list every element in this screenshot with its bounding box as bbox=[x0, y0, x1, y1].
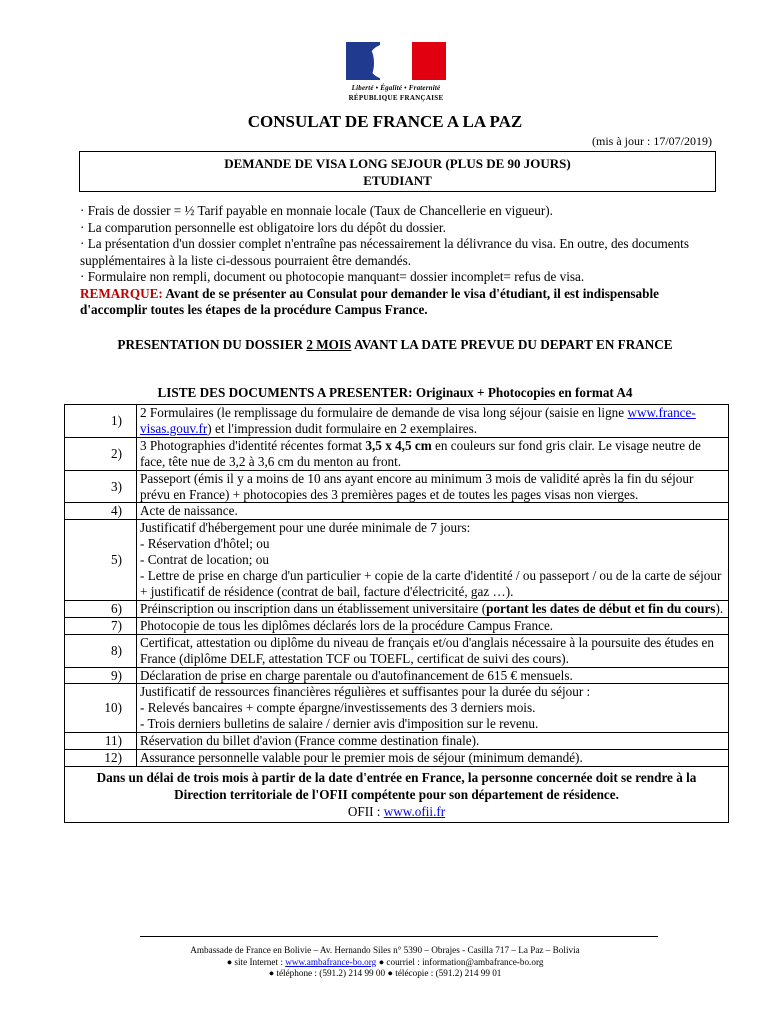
document-description bbox=[137, 750, 729, 767]
document-description bbox=[137, 600, 729, 617]
documents-table bbox=[64, 404, 729, 823]
visa-type-box bbox=[79, 151, 716, 192]
document-text: - Contrat de location; ou bbox=[140, 552, 269, 568]
remark-label: REMARQUE: bbox=[80, 285, 163, 301]
documents-list-title: LISTE DES DOCUMENTS A PRESENTER: Originaux + Photocopies en format A4 bbox=[157, 385, 633, 400]
document-number: 11) bbox=[65, 733, 137, 750]
document-row bbox=[65, 520, 729, 601]
document-description bbox=[137, 503, 729, 520]
document-text-bold: portant les dates de début et fin du cours bbox=[486, 600, 716, 616]
presentation-delay: 2 MOIS bbox=[306, 337, 352, 352]
ofii-label: OFII : bbox=[347, 803, 384, 819]
document-text-bold: 3,5 x 4,5 cm bbox=[365, 437, 432, 453]
document-description bbox=[137, 634, 729, 667]
document-text: Justificatif de ressources financières régulières et suffisantes pour la durée du séjour : bbox=[140, 684, 591, 700]
document-text: en couleurs sur fond gris clair. Le visage neutre de face, tête nue de 3,2 à 3,6 cm du menton au front. bbox=[140, 437, 701, 469]
document-text: Préinscription ou inscription dans un établissement universitaire ( bbox=[140, 600, 487, 616]
document-description bbox=[137, 405, 729, 438]
footer-contact bbox=[0, 945, 770, 980]
document-text: - Lettre de prise en charge d'un particulier + copie de la carte d'identité / ou passeport / ou de la carte de séjour + justificatif de résidence (contrat de bail, facture d'électricité, gaz …). bbox=[140, 568, 722, 599]
ofii-notice-line1: Dans un délai de trois mois à partir de la date d'entrée en France, la personne concernée doit se rendre à la bbox=[96, 769, 697, 785]
ofii-link-line bbox=[69, 803, 724, 820]
presentation-before: PRESENTATION DU DOSSIER bbox=[117, 337, 307, 352]
footer-address: Ambassade de France en Bolivie – Av. Hernando Siles n° 5390 – Obrajes - Casilla 717 – La Paz – Bolivia bbox=[190, 945, 580, 955]
document-number: 9) bbox=[65, 667, 137, 684]
document-text: Acte de naissance. bbox=[140, 503, 238, 519]
ofii-notice-line2: Direction territoriale de l'OFII compétente pour son département de résidence. bbox=[174, 786, 619, 802]
document-text: ). bbox=[715, 600, 724, 616]
marianne-logo bbox=[340, 42, 452, 102]
document-row bbox=[65, 733, 729, 750]
document-text: 2 Formulaires (le remplissage du formulaire de demande de visa long séjour (saisie en ligne bbox=[140, 405, 628, 420]
document-description bbox=[137, 617, 729, 634]
footer-site-label: ● site Internet : bbox=[226, 956, 286, 967]
document-row bbox=[65, 634, 729, 667]
document-row bbox=[65, 667, 729, 684]
ofii-link[interactable]: www.ofii.fr bbox=[383, 803, 446, 819]
intro-bullet: · Frais de dossier = ½ Tarif payable en monnaie locale (Taux de Chancellerie en vigueur). bbox=[80, 203, 553, 218]
document-number: 3) bbox=[65, 470, 137, 503]
logo-republic: RÉPUBLIQUE FRANÇAISE bbox=[348, 94, 444, 102]
page-title: CONSULAT DE FRANCE A LA PAZ bbox=[247, 112, 523, 131]
document-text: Déclaration de prise en charge parentale ou d'autofinancement de 615 € mensuels. bbox=[140, 667, 573, 683]
intro-bullet: · Formulaire non rempli, document ou photocopie manquant= dossier incomplet= refus de visa. bbox=[80, 269, 585, 284]
document-number: 2) bbox=[65, 437, 137, 470]
footer-email: ● courriel : information@ambafrance-bo.org bbox=[376, 956, 544, 967]
intro-section bbox=[80, 203, 710, 319]
document-row bbox=[65, 470, 729, 503]
document-row bbox=[65, 503, 729, 520]
remark-text: Avant de se présenter au Consulat pour demander le visa d'étudiant, il est indispensable d'accomplir toutes les étapes de la procédure Campus France. bbox=[80, 285, 659, 317]
document-number: 12) bbox=[65, 750, 137, 767]
footer-phone: ● téléphone : (591.2) 214 99 00 ● télécopie : (591.2) 214 99 01 bbox=[268, 968, 502, 978]
document-row bbox=[65, 405, 729, 438]
document-text: Réservation du billet d'avion (France comme destination finale). bbox=[140, 733, 480, 749]
ofii-notice bbox=[65, 766, 729, 822]
visa-type-line2: ETUDIANT bbox=[363, 173, 432, 188]
document-number: 7) bbox=[65, 617, 137, 634]
presentation-after: AVANT LA DATE PREVUE DU DEPART EN FRANCE bbox=[351, 337, 673, 352]
document-row bbox=[65, 600, 729, 617]
document-description bbox=[137, 470, 729, 503]
remark bbox=[80, 286, 710, 319]
intro-bullet: · La présentation d'un dossier complet n'entraîne pas nécessairement la délivrance du visa. En outre, des documents supplémentaires à la liste ci-dessous pourraient être demandés. bbox=[80, 236, 689, 268]
footer-site-link[interactable]: www.ambafrance-bo.org bbox=[285, 956, 377, 967]
update-date: (mis à jour : 17/07/2019) bbox=[592, 134, 712, 148]
document-row bbox=[65, 437, 729, 470]
document-number: 1) bbox=[65, 405, 137, 438]
logo-motto: Liberté • Égalité • Fraternité bbox=[351, 84, 441, 92]
french-flag-icon bbox=[346, 42, 446, 80]
document-description bbox=[137, 520, 729, 601]
document-number: 8) bbox=[65, 634, 137, 667]
intro-bullet: · La comparution personnelle est obligatoire lors du dépôt du dossier. bbox=[80, 219, 446, 235]
document-number: 4) bbox=[65, 503, 137, 520]
document-text: Assurance personnelle valable pour le premier mois de séjour (minimum demandé). bbox=[140, 750, 583, 766]
document-text: Photocopie de tous les diplômes déclarés lors de la procédure Campus France. bbox=[140, 617, 554, 633]
document-text: Justificatif d'hébergement pour une durée minimale de 7 jours: bbox=[140, 520, 471, 536]
document-number: 10) bbox=[65, 684, 137, 733]
document-link[interactable]: www.france-visas.gouv.fr bbox=[140, 405, 696, 436]
document-description bbox=[137, 733, 729, 750]
document-text: - Relevés bancaires + compte épargne/investissements des 3 derniers mois. bbox=[140, 700, 536, 716]
document-text: ) et l'impression dudit formulaire en 2 exemplaires. bbox=[207, 420, 477, 436]
visa-type-line1: DEMANDE DE VISA LONG SEJOUR (PLUS DE 90 JOURS) bbox=[224, 156, 571, 171]
document-number: 6) bbox=[65, 600, 137, 617]
document-row bbox=[65, 617, 729, 634]
document-text: Passeport (émis il y a moins de 10 ans ayant encore au minimum 3 mois de validité après la fin du séjour prévu en France) + photocopies des 3 premières pages et de toutes les pages visas non vierges. bbox=[140, 470, 694, 502]
document-row bbox=[65, 750, 729, 767]
presentation-heading bbox=[80, 336, 710, 353]
document-row bbox=[65, 684, 729, 733]
document-text: Certificat, attestation ou diplôme du niveau de français et/ou d'anglais nécessaire à la poursuite des études en France (diplôme DELF, attestation TCF ou TOEFL, certificat de suivi des cours). bbox=[140, 634, 715, 666]
footer-web-line bbox=[0, 957, 770, 969]
document-text: 3 Photographies d'identité récentes format bbox=[140, 437, 366, 453]
document-description bbox=[137, 667, 729, 684]
document-description bbox=[137, 684, 729, 733]
footer-divider bbox=[140, 936, 658, 937]
document-text: - Réservation d'hôtel; ou bbox=[140, 536, 270, 552]
document-description bbox=[137, 437, 729, 470]
document-number: 5) bbox=[65, 520, 137, 601]
document-text: - Trois derniers bulletins de salaire / dernier avis d'imposition sur le revenu. bbox=[140, 716, 539, 732]
